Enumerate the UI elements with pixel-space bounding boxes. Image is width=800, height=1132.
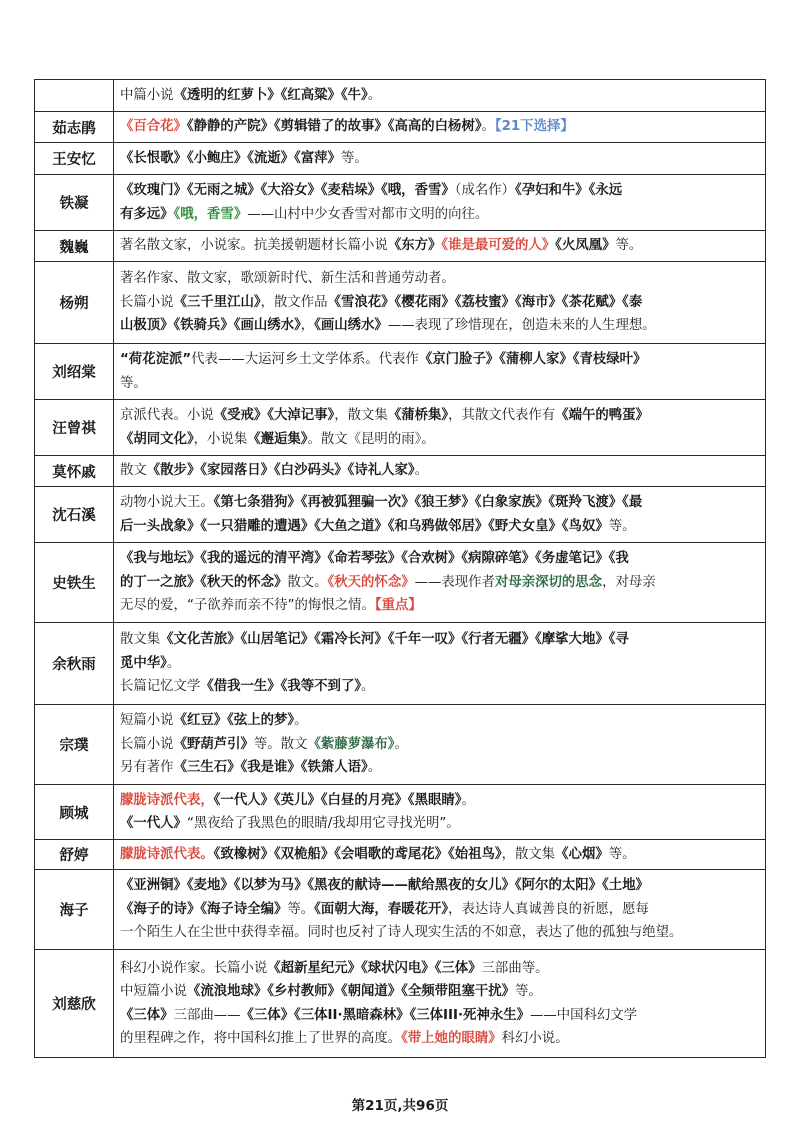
text-segment: 等。 (608, 518, 636, 534)
text-segment: “黑夜给了我黑色的眼睛/我却用它寻找光明”。 (186, 816, 460, 831)
text-segment: 著名作家、散文家，歌颂新时代、新生活和普通劳动者。 (120, 271, 455, 287)
text-segment: 《我与地坛》《我的遥远的清平湾》《命若琴弦》《合欢树》《病隙碎笔》《务虚笔记》《我 (120, 551, 629, 567)
text-line (120, 179, 759, 203)
text-line (120, 898, 759, 922)
text-line (120, 84, 759, 108)
text-segment: 有多远》 (120, 206, 174, 222)
author-name: 汪曾祺 (35, 400, 114, 456)
author-name: 王安忆 (35, 143, 114, 175)
text-line (120, 203, 759, 227)
text-segment: 山极顶》《铁骑兵》《画山绣水》 (120, 318, 301, 334)
table-row (35, 231, 766, 262)
text-segment: ，散文集 (334, 408, 388, 423)
text-segment: 。 (461, 792, 475, 808)
text-line (120, 348, 759, 372)
text-segment: 《哦，香雪》 (173, 206, 248, 222)
text-segment: 《邂逅集》 (247, 431, 308, 447)
text-line (120, 628, 759, 652)
text-segment: 。 (361, 679, 375, 695)
author-name: 史铁生 (35, 543, 114, 623)
works-description (114, 456, 766, 487)
text-segment: ，其散文代表作有 (448, 408, 556, 423)
table-row (35, 785, 766, 840)
text-segment: 。 (414, 463, 428, 479)
text-segment: 《散步》《家园落日》《白沙码头》《诗礼人家》 (146, 463, 415, 479)
text-segment: 等。 (515, 984, 542, 999)
text-segment: 短篇小说 (120, 713, 174, 729)
text-line (120, 314, 759, 338)
table-row (35, 112, 766, 143)
text-segment: 科幻小说。 (501, 1031, 569, 1046)
text-segment: 等。 (340, 150, 368, 166)
text-segment: 一个陌生人在尘世中获得幸福。同时也反衬了诗人现实生活的不如意，表达了他的孤独与绝望。 (120, 925, 683, 941)
text-segment: 《心烟》 (555, 846, 609, 862)
works-description (114, 175, 766, 231)
text-line (120, 756, 759, 780)
text-segment: 著名散文家，小说家。抗美援朝题材长篇小说 (120, 238, 388, 254)
author-name: 宗璞 (35, 705, 114, 785)
text-segment: 朦胧诗派代表， (120, 792, 214, 808)
text-line (120, 571, 759, 595)
text-segment: 《紫藤萝瀑布》 (307, 736, 395, 752)
text-segment: “荷花淀派” (120, 352, 192, 367)
text-segment: 中篇小说 (120, 87, 174, 103)
text-line (120, 921, 759, 945)
text-segment: 《亚洲铜》《麦地》《以梦为马》《黑夜的献诗——献给黑夜的女儿》《阿尔的太阳》《土地》 (120, 878, 649, 894)
author-name: 顾城 (35, 785, 114, 840)
text-segment: 中短篇小说 (120, 984, 187, 999)
text-line (120, 291, 759, 315)
text-segment: 散文集 (120, 632, 161, 648)
table-row (35, 840, 766, 870)
text-line (120, 1004, 759, 1028)
text-segment: 等。 (120, 375, 147, 391)
text-segment: ——表现作者 (414, 574, 495, 590)
text-segment: 《面朝大海，春暖花开》 (314, 901, 449, 917)
text-segment: 《秋天的怀念》 (327, 574, 415, 590)
text-segment: 。 (166, 655, 181, 671)
table-body (35, 80, 766, 1058)
text-segment: ，小说集 (193, 431, 248, 447)
text-segment: 《东方》 (387, 238, 442, 254)
text-segment: 动物小说大王。 (120, 495, 214, 510)
works-description (114, 623, 766, 705)
text-segment: ——表现了珍惜现在，创造未来的人生理想。 (387, 318, 656, 334)
text-segment: 。 (294, 713, 308, 729)
text-segment: 另有著作 (120, 760, 174, 776)
works-description (114, 143, 766, 175)
text-line (120, 709, 759, 733)
text-line (120, 404, 759, 428)
works-description (114, 487, 766, 543)
author-name: 杨朔 (35, 262, 114, 344)
table-row (35, 705, 766, 785)
works-description (114, 262, 766, 344)
works-description (114, 950, 766, 1058)
text-segment: 长篇记忆文学 (120, 679, 201, 695)
table-row (35, 344, 766, 400)
text-segment: 《第七条猎狗》《再被狐狸骗一次》《狼王梦》《白象家族》《斑羚飞渡》《最 (213, 495, 643, 510)
text-line (120, 515, 759, 539)
works-description (114, 112, 766, 143)
table-row (35, 143, 766, 175)
text-segment: ——中国科幻文学 (530, 1007, 638, 1023)
text-segment: 觅中华》 (120, 655, 167, 671)
table-row (35, 456, 766, 487)
text-segment: 《带上她的眼睛》 (401, 1031, 502, 1046)
text-line (120, 147, 759, 171)
text-segment: 三部曲—— (173, 1007, 241, 1023)
text-line (120, 267, 759, 291)
text-segment: 《孕妇和牛》《永远 (515, 183, 623, 198)
text-segment: 散文 (120, 463, 147, 479)
works-description (114, 705, 766, 785)
text-segment: 三部曲等。 (481, 960, 549, 976)
author-name: 海子 (35, 870, 114, 950)
works-description (114, 80, 766, 112)
text-segment: 《火凤凰》 (555, 238, 616, 254)
text-segment: 《流浪地球》《乡村教师》《朝闻道》《全频带阻塞干扰》 (186, 984, 516, 999)
text-line (120, 812, 759, 836)
works-description (114, 785, 766, 840)
page-footer: 第21页,共96页 (351, 1098, 449, 1114)
text-segment: 等。 (615, 238, 643, 254)
text-segment: 等。 (608, 846, 636, 862)
text-segment: （成名作） (454, 183, 516, 198)
table-row (35, 870, 766, 950)
text-segment: 。散文《昆明的雨》。 (307, 431, 435, 447)
literature-table (34, 79, 766, 1058)
text-segment: 《三生石》《我是谁》《铁箫人语》 (173, 760, 368, 776)
text-line (120, 594, 759, 618)
text-segment: 《三体》《三体II·黑暗森林》《三体III·死神永生》 (240, 1007, 531, 1023)
table-row (35, 400, 766, 456)
text-segment: 《蒲桥集》 (387, 408, 449, 423)
text-segment: 《胡同文化》 (120, 431, 194, 447)
text-segment: 《三体》 (120, 1007, 174, 1023)
text-line (120, 115, 759, 139)
text-segment: 《雪浪花》《樱花雨》《荔枝蜜》《海市》《茶花赋》《泰 (327, 294, 643, 310)
author-name: 舒婷 (35, 840, 114, 870)
text-segment: 。 (394, 736, 408, 752)
table-row (35, 543, 766, 623)
text-segment: 长篇小说 (120, 294, 174, 310)
text-segment: 散文。 (287, 574, 328, 590)
text-line (120, 980, 759, 1004)
text-segment: ——山村中少女香雪对都市文明的向往。 (247, 206, 489, 222)
text-line (120, 1027, 759, 1051)
author-name: 沈石溪 (35, 487, 114, 543)
text-segment: ，散文集 (501, 846, 556, 862)
text-line (120, 652, 759, 676)
works-description (114, 231, 766, 262)
table-row (35, 623, 766, 705)
text-line (120, 428, 759, 452)
table-row (35, 950, 766, 1058)
text-segment: 京派代表。小说 (120, 408, 214, 423)
text-segment: 《长恨歌》《小鲍庄》《流逝》《富萍》 (120, 150, 341, 166)
text-segment: 的丁一之旅》《秋天的怀念》 (120, 574, 288, 590)
author-name: 茹志鹃 (35, 112, 114, 143)
text-segment: 科幻小说作家。长篇小说 (120, 960, 268, 976)
text-segment: 代表——大运河乡土文学体系。代表作 (191, 352, 419, 367)
works-description (114, 840, 766, 870)
author-name: 魏巍 (35, 231, 114, 262)
text-segment: 对母亲深切的思念 (494, 574, 603, 590)
works-description (114, 400, 766, 456)
author-name: 余秋雨 (35, 623, 114, 705)
text-segment: 《红豆》《弦上的梦》 (173, 713, 295, 729)
text-segment: 《画山绣水》 (314, 318, 388, 334)
text-line (120, 733, 759, 757)
table-row (35, 262, 766, 344)
text-segment: 。 (367, 87, 382, 103)
text-segment: 《超新星纪元》《球状闪电》《三体》 (267, 960, 482, 976)
text-segment: 《文化苦旅》《山居笔记》《霜冷长河》《千年一叹》《行者无疆》《摩挲大地》《寻 (160, 632, 629, 648)
text-line (120, 491, 759, 515)
text-segment: 《致橡树》《双桅船》《会唱歌的鸢尾花》《始祖鸟》 (213, 846, 502, 862)
text-segment: 《透明的红萝卜》《红高粱》《牛》 (173, 87, 368, 103)
text-line (120, 547, 759, 571)
text-segment: 长篇小说 (120, 736, 174, 752)
text-segment: 。 (367, 760, 382, 776)
text-segment: ，表达诗人真诚善良的祈愿，愿每 (448, 901, 649, 917)
text-segment: 《三千里江山》 (173, 294, 261, 310)
text-segment: 《静静的产院》《剪辑错了的故事》《高高的白杨树》 (186, 119, 482, 135)
text-segment: 《借我一生》《我等不到了》 (200, 679, 362, 695)
table-row (35, 487, 766, 543)
text-segment: 【重点】 (374, 598, 422, 614)
text-segment: 《玫瑰门》《无雨之城》《大浴女》《麦秸垛》《哦，香雪》 (120, 183, 455, 198)
text-segment: 《端午的鸭蛋》 (555, 408, 649, 423)
text-line (120, 675, 759, 699)
author-name: 莫怀戚 (35, 456, 114, 487)
text-segment: ，散文作品 (260, 294, 328, 310)
text-line (120, 459, 759, 483)
works-description (114, 543, 766, 623)
table-row (35, 80, 766, 112)
text-segment: 等。 (287, 901, 315, 917)
text-segment: 《谁是最可爱的人》 (441, 238, 556, 254)
text-line (120, 874, 759, 898)
table-row (35, 175, 766, 231)
text-segment: 《百合花》 (120, 119, 187, 135)
text-segment: 《受戒》《大淖记事》 (213, 408, 335, 423)
text-segment: 《一代人》《英儿》《白昼的月亮》《黑眼睛》 (213, 792, 462, 808)
works-description (114, 870, 766, 950)
text-line (120, 234, 759, 258)
text-segment: 《海子的诗》《海子诗全编》 (120, 901, 288, 917)
author-name: 刘绍棠 (35, 344, 114, 400)
text-segment: ，对母亲 (602, 574, 656, 590)
text-segment: 《一代人》 (120, 816, 187, 831)
text-segment: ， (300, 318, 315, 334)
text-segment: 的里程碑之作，将中国科幻推上了世界的高度。 (120, 1031, 402, 1046)
author-name: 铁凝 (35, 175, 114, 231)
text-line (120, 957, 759, 981)
text-segment: 无尽的爱，“子欲养而亲不待”的悔恨之情。 (120, 598, 375, 614)
text-segment: 《野葫芦引》 (173, 736, 254, 752)
text-segment: 【21下选择】 (494, 119, 574, 135)
text-segment: 《京门脸子》《蒲柳人家》《青枝绿叶》 (418, 352, 647, 367)
text-segment: 朦胧诗派代表。 (120, 846, 214, 862)
text-segment: 等。散文 (253, 736, 308, 752)
author-name: 刘慈欣 (35, 950, 114, 1058)
text-line (120, 843, 759, 867)
text-line (120, 789, 759, 813)
text-segment: 。 (481, 119, 495, 135)
text-line (120, 372, 759, 396)
text-segment: 后一头战象》《一只猎雕的遭遇》《大鱼之道》《和乌鸦做邻居》《野犬女皇》《鸟奴》 (120, 518, 609, 534)
works-description (114, 344, 766, 400)
author-name (35, 80, 114, 112)
